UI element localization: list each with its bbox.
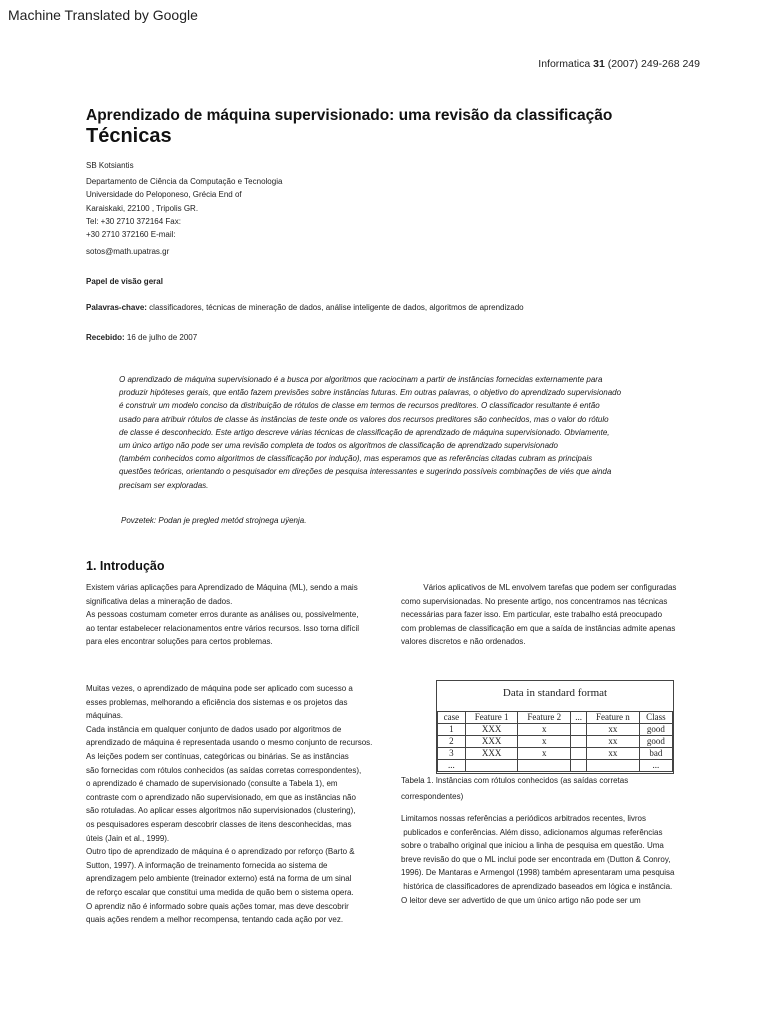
table-1-figure <box>436 680 674 774</box>
table-cell <box>518 760 571 772</box>
table-row <box>438 748 673 760</box>
table-cell <box>571 736 587 748</box>
text-line: O leitor deve ser advertido de que um único artigo não pode ser um <box>401 895 641 905</box>
journal-pages: (2007) 249-268 249 <box>607 58 700 70</box>
table-row <box>438 724 673 736</box>
table-cell: 1 <box>438 724 466 736</box>
text-line: Limitamos nossas referências a periódicos arbitrados recentes, livros <box>401 814 646 823</box>
text-line: Existem várias aplicações para Aprendizado de Máquina (ML), sendo a mais <box>86 583 358 592</box>
figure-table-body <box>438 724 673 772</box>
received-text: 16 de julho de 2007 <box>124 333 198 342</box>
text-line: usado para atribuir rótulos de classe às instâncias de teste onde os valores dos recursos preditores são conhecidos, mas o valor do rótulo <box>119 414 609 424</box>
table-cell <box>465 760 518 772</box>
table-cell: good <box>639 724 672 736</box>
text-line: são rotuladas. Ao aplicar esses algoritmos não supervisionados (clustering), <box>86 806 356 816</box>
text-line: publicados e conferências. Além disso, adicionamos algumas referências <box>401 827 663 837</box>
translation-banner: Machine Translated by Google <box>0 0 768 30</box>
text-line: os pesquisadores esperam descobrir classes de itens desconhecidas, mas <box>86 819 352 829</box>
table-cell: XXX <box>465 748 518 760</box>
text-line: Vários aplicativos de ML envolvem tarefas que podem ser configuradas <box>401 583 677 592</box>
text-line: para eles encontrar soluções para certos problemas. <box>86 637 273 647</box>
text-line: As pessoas costumam cometer erros durante as análises ou, possivelmente, <box>86 610 359 620</box>
table-cell: xx <box>587 736 640 748</box>
text-line: máquinas. <box>86 711 123 721</box>
table-cell: XXX <box>465 736 518 748</box>
left-column-paragraph-1 <box>86 581 359 649</box>
text-line: O aprendiz não é informado sobre quais ações tomar, mas deve descobrir <box>86 901 349 911</box>
text-line: aprendizado de máquina é representada usando o mesmo conjunto de recursos. <box>86 738 373 748</box>
text-line: de reforço escalar que constitui uma medida de quão bem o sistema opera. <box>86 887 354 897</box>
text-line: um único artigo não pode ser uma revisão completa de todos os algoritmos de classificação de aprendizado supervisionado <box>119 441 558 451</box>
abstract <box>119 373 679 492</box>
figure-table-header <box>438 712 673 724</box>
table-cell: XXX <box>465 724 518 736</box>
table-cell <box>571 748 587 760</box>
table-cell <box>571 760 587 772</box>
author-name: SB Kotsiantis <box>86 161 134 170</box>
right-column-paragraph-1 <box>401 581 676 649</box>
text-line: Universidade do Peloponeso, Grécia End of <box>86 190 242 200</box>
text-line: 1996). De Mantaras e Armengol (1998) também apresentaram uma pesquisa <box>401 868 675 878</box>
text-line: necessárias para fazer isso. Em particular, este trabalho está preocupado <box>401 610 663 620</box>
text-line: são fornecidas com rótulos conhecidos (as saídas corretas correspondentes), <box>86 765 362 775</box>
keywords-label: Palavras-chave: <box>86 303 147 312</box>
text-line: sobre o trabalho original que iniciou a linha de pesquisa em questão. Uma <box>401 841 664 851</box>
table-cell: ... <box>639 760 672 772</box>
journal-header <box>538 58 700 70</box>
text-line: ao tentar estabelecer relacionamentos entre vários recursos. Isso torna difícil <box>86 623 360 633</box>
text-line: como supervisionadas. No presente artigo, nos concentramos nas técnicas <box>401 596 668 606</box>
text-line: Karaiskaki, 22100 , Tripolis GR. <box>86 203 199 213</box>
text-line: Tel: +30 2710 372164 Fax: <box>86 216 181 226</box>
left-column-paragraph-2 <box>86 682 372 927</box>
figure-table <box>437 711 673 772</box>
text-line: com problemas de classificação em que a saída de instâncias admite apenas <box>401 623 676 633</box>
text-line: significativa delas a mineração de dados. <box>86 596 233 606</box>
text-line: de classe é desconhecido. Este artigo descreve várias técnicas de classificação de aprendizado de máquina supervisionado. Obviamente, <box>119 427 610 437</box>
paper-title-line1: Aprendizado de máquina supervisionado: uma revisão da classificação <box>86 107 613 124</box>
table-cell: x <box>518 736 571 748</box>
paper-type: Papel de visão geral <box>86 277 163 286</box>
table-row <box>438 760 673 772</box>
figure-title: Data in standard format <box>502 687 608 699</box>
text-line: aprendizagem pelo ambiente (treinador externo) está na forma de um sinal <box>86 874 352 884</box>
text-line: histórica de classificadores de aprendizado baseados em lógica e instância. <box>401 881 673 891</box>
table-cell: good <box>639 736 672 748</box>
table-cell: x <box>518 748 571 760</box>
table-header-cell: case <box>438 712 466 724</box>
text-line: precisam ser exploradas. <box>119 480 209 490</box>
text-line: As leições podem ser contínuas, categóricas ou binárias. Se as instâncias <box>86 751 349 761</box>
table-header-cell: ... <box>571 712 587 724</box>
received-label: Recebido: <box>86 333 125 342</box>
text-line: Cada instância em qualquer conjunto de dados usado por algoritmos de <box>86 724 342 734</box>
table-cell: 3 <box>438 748 466 760</box>
table-header-cell: Feature 2 <box>518 712 571 724</box>
affiliation-block <box>86 175 386 241</box>
text-line: Outro tipo de aprendizado de máquina é o aprendizado por reforço (Barto & <box>86 847 355 857</box>
table-cell: xx <box>587 748 640 760</box>
text-line: quais ações rendem a melhor recompensa, tentando cada ação por vez. <box>86 915 344 925</box>
text-line: questões teóricas, orientando o pesquisador em direções de pesquisa interessantes e sugerindo possíveis combinações de viés que ainda <box>119 467 612 477</box>
text-line: (também conhecidos como algoritmos de classificação por indução), mas esperamos que as referências citadas cubram as principais <box>119 454 593 464</box>
text-line: Tabela 1. Instâncias com rótulos conhecidos (as saídas corretas <box>401 776 629 785</box>
received-date <box>86 331 197 344</box>
text-line: O aprendizado de máquina supervisionado é a busca por algoritmos que raciocinam a partir de instâncias fornecidas externamente para <box>119 375 603 384</box>
text-line: +30 2710 372160 E-mail: <box>86 230 176 240</box>
text-line: Sutton, 1997). A informação de treinamento fornecida ao sistema de <box>86 860 328 870</box>
text-line: é construir um modelo conciso da distribuição de rótulos de classe em termos de recursos preditores. O classificador resultante é então <box>119 401 600 411</box>
text-line: valores discretos e não ordenados. <box>401 637 526 647</box>
text-line: úteis (Jain et al., 1999). <box>86 833 170 843</box>
table-cell <box>587 760 640 772</box>
table-cell: bad <box>639 748 672 760</box>
table-cell <box>571 724 587 736</box>
section-heading: 1. Introdução <box>86 559 165 573</box>
journal-name: Informatica <box>538 58 591 70</box>
table-header-cell: Feature 1 <box>465 712 518 724</box>
right-column-paragraph-2 <box>401 812 674 907</box>
table-cell: 2 <box>438 736 466 748</box>
table-row <box>438 736 673 748</box>
text-line: produzir hipóteses gerais, que então fazem previsões sobre instâncias futuras. Em outras palavras, o objetivo do aprendizado supervisionado <box>119 388 622 398</box>
journal-volume: 31 <box>593 58 605 70</box>
keywords-text: classificadores, técnicas de mineração de dados, análise inteligente de dados, algoritmos de aprendizado <box>146 303 524 312</box>
table-header-cell: Feature n <box>587 712 640 724</box>
text-line: breve revisão do que o ML inclui pode ser encontrada em (Dutton & Conroy, <box>401 854 671 864</box>
text-line: Departamento de Ciência da Computação e Tecnologia <box>86 177 283 186</box>
keywords <box>86 301 524 314</box>
table-header-cell: Class <box>639 712 672 724</box>
text-line: o aprendizado é chamado de supervisionado (consulte a Tabela 1), em <box>86 779 338 789</box>
table-cell: ... <box>438 760 466 772</box>
text-line: Muitas vezes, o aprendizado de máquina pode ser aplicado com sucesso a <box>86 684 353 693</box>
text-line: esses problemas, melhorando a eficiência dos sistemas e os projetos das <box>86 697 348 707</box>
table-cell: xx <box>587 724 640 736</box>
paper-title-line2: Técnicas <box>86 125 172 147</box>
table-cell: x <box>518 724 571 736</box>
text-line: correspondentes) <box>401 792 464 801</box>
text-line: contraste com o aprendizado não supervisionado, em que as instâncias não <box>86 792 356 802</box>
povzetek: Povzetek: Podan je pregled metód strojnega uÿenja. <box>121 516 307 525</box>
table-caption <box>401 773 628 805</box>
author-email: sotos@math.upatras.gr <box>86 247 170 256</box>
